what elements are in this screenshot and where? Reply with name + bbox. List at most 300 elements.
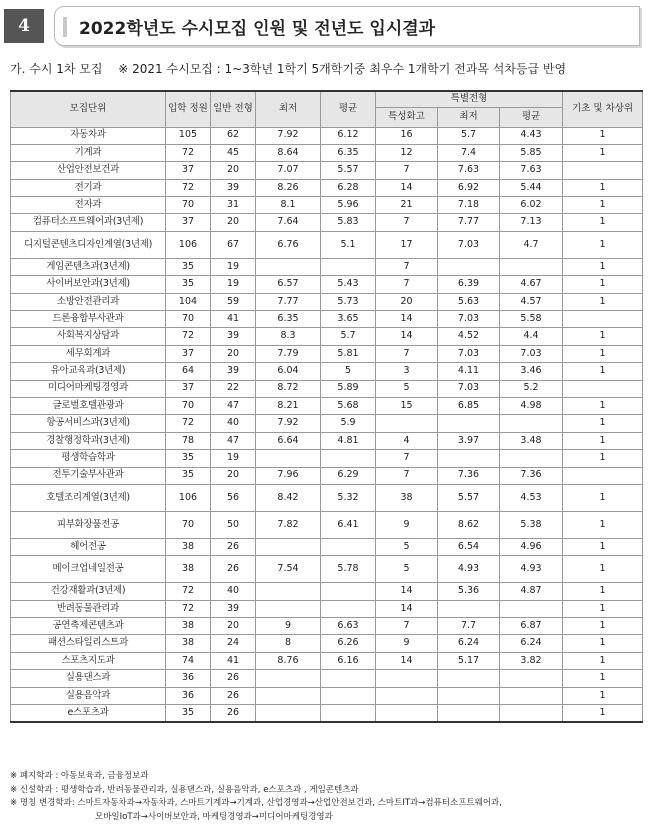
cell-basic: 1 [563,345,643,362]
table-row [11,397,643,414]
header-avg: 평균 [321,91,376,127]
cell-sg: 7 [376,450,438,467]
cell-smin: 7.03 [438,380,500,397]
cell-savg: 4.67 [500,276,563,293]
cell-avg: 6.41 [321,511,376,538]
cell-dept: e스포츠과 [11,705,166,722]
cell-savg: 4.43 [500,127,563,144]
cell-sg: 17 [376,231,438,258]
table-row [11,162,643,179]
cell-dept: 사이버보안과(3년제) [11,276,166,293]
cell-savg: 7.13 [500,214,563,231]
cell-quota: 35 [166,258,211,275]
cell-quota: 105 [166,127,211,144]
cell-smin [438,600,500,617]
cell-dept: 사회복지상담과 [11,328,166,345]
cell-avg: 5.73 [321,293,376,310]
cell-sg [376,705,438,722]
table-row [11,450,643,467]
cell-sg: 7 [376,467,438,484]
table-row [11,231,643,258]
cell-basic: 1 [563,293,643,310]
cell-savg: 5.38 [500,511,563,538]
cell-savg: 3.46 [500,363,563,380]
cell-general: 20 [211,345,256,362]
cell-min [256,687,321,704]
cell-dept: 피부화장품전공 [11,511,166,538]
cell-savg: 4.93 [500,556,563,583]
header-row-1 [11,91,643,107]
cell-savg [500,258,563,275]
cell-smin: 7.18 [438,197,500,214]
cell-general: 26 [211,670,256,687]
cell-basic: 1 [563,670,643,687]
cell-sg: 7 [376,162,438,179]
cell-basic: 1 [563,144,643,161]
table-row [11,652,643,669]
cell-min: 7.64 [256,214,321,231]
cell-min: 8.21 [256,397,321,414]
cell-avg: 6.28 [321,179,376,196]
cell-savg: 5.2 [500,380,563,397]
cell-dept: 드론융합부사관과 [11,311,166,328]
cell-dept: 경찰행정학과(3년제) [11,432,166,449]
cell-general: 56 [211,484,256,511]
cell-avg: 5.32 [321,484,376,511]
header-quota: 입학 정원 [166,91,211,127]
cell-min: 8.3 [256,328,321,345]
table-row [11,583,643,600]
cell-general: 20 [211,618,256,635]
cell-sg: 14 [376,583,438,600]
table-row [11,705,643,722]
cell-savg: 4.53 [500,484,563,511]
cell-sg: 16 [376,127,438,144]
cell-dept: 컴퓨터소프트웨어과(3년제) [11,214,166,231]
cell-avg: 5.1 [321,231,376,258]
cell-sg: 14 [376,311,438,328]
cell-quota: 36 [166,687,211,704]
table-row [11,687,643,704]
cell-dept: 미디어마케팅경영과 [11,380,166,397]
table-row [11,484,643,511]
cell-general: 19 [211,258,256,275]
cell-smin: 7.4 [438,144,500,161]
table-row [11,179,643,196]
cell-avg: 5.78 [321,556,376,583]
cell-min: 8.64 [256,144,321,161]
table-row [11,276,643,293]
cell-min: 6.35 [256,311,321,328]
cell-sg: 7 [376,258,438,275]
cell-savg: 6.02 [500,197,563,214]
cell-avg: 6.35 [321,144,376,161]
cell-avg [321,705,376,722]
cell-general: 19 [211,276,256,293]
cell-quota: 72 [166,583,211,600]
cell-general: 20 [211,162,256,179]
cell-dept: 기계과 [11,144,166,161]
cell-basic [563,467,643,484]
cell-general: 47 [211,397,256,414]
cell-smin: 8.62 [438,511,500,538]
cell-basic: 1 [563,258,643,275]
cell-general: 26 [211,556,256,583]
cell-min: 8 [256,635,321,652]
cell-smin: 7.63 [438,162,500,179]
cell-min [256,583,321,600]
table-row [11,467,643,484]
table-row [11,600,643,617]
cell-savg [500,450,563,467]
cell-sg: 7 [376,345,438,362]
cell-smin: 7.03 [438,231,500,258]
cell-smin [438,687,500,704]
cell-savg: 4.7 [500,231,563,258]
cell-general: 39 [211,179,256,196]
cell-quota: 72 [166,328,211,345]
cell-sg [376,670,438,687]
table-row [11,511,643,538]
cell-min [256,705,321,722]
header-min: 최저 [256,91,321,127]
cell-sg: 7 [376,214,438,231]
cell-general: 50 [211,511,256,538]
cell-general: 26 [211,687,256,704]
table-row [11,380,643,397]
table-row [11,538,643,555]
cell-savg: 7.03 [500,345,563,362]
cell-avg: 3.65 [321,311,376,328]
cell-savg: 5.58 [500,311,563,328]
cell-smin: 7.03 [438,311,500,328]
cell-general: 39 [211,363,256,380]
cell-min: 7.79 [256,345,321,362]
header-special-avg: 평균 [500,107,563,127]
cell-quota: 72 [166,144,211,161]
cell-general: 24 [211,635,256,652]
cell-quota: 70 [166,311,211,328]
cell-savg [500,600,563,617]
cell-quota: 78 [166,432,211,449]
cell-dept: 게임콘텐츠과(3년제) [11,258,166,275]
cell-smin: 5.63 [438,293,500,310]
cell-dept: 반려동물관리과 [11,600,166,617]
cell-basic: 1 [563,618,643,635]
admission-results-table [10,90,643,723]
cell-quota: 38 [166,556,211,583]
cell-quota: 106 [166,484,211,511]
cell-savg: 4.57 [500,293,563,310]
table-row [11,127,643,144]
cell-savg: 4.87 [500,583,563,600]
cell-quota: 72 [166,179,211,196]
cell-min: 8.1 [256,197,321,214]
cell-basic: 1 [563,127,643,144]
cell-dept: 스포츠지도과 [11,652,166,669]
cell-min [256,258,321,275]
cell-basic: 1 [563,450,643,467]
cell-min [256,450,321,467]
cell-general: 47 [211,432,256,449]
cell-savg [500,415,563,432]
cell-quota: 35 [166,450,211,467]
cell-dept: 유아교육과(3년제) [11,363,166,380]
cell-quota: 38 [166,618,211,635]
cell-smin: 7.36 [438,467,500,484]
cell-general: 19 [211,450,256,467]
cell-basic: 1 [563,484,643,511]
cell-general: 31 [211,197,256,214]
cell-smin: 5.57 [438,484,500,511]
cell-general: 26 [211,538,256,555]
cell-dept: 호텔조리계열(3년제) [11,484,166,511]
cell-min: 8.42 [256,484,321,511]
cell-dept: 글로벌호텔관광과 [11,397,166,414]
cell-avg: 5.68 [321,397,376,414]
cell-quota: 36 [166,670,211,687]
cell-smin: 3.97 [438,432,500,449]
cell-avg: 5 [321,363,376,380]
cell-dept: 산업안전보건과 [11,162,166,179]
cell-min: 7.92 [256,415,321,432]
cell-quota: 72 [166,600,211,617]
cell-avg [321,258,376,275]
cell-dept: 패션스타일리스트과 [11,635,166,652]
cell-min: 7.82 [256,511,321,538]
cell-smin: 7.77 [438,214,500,231]
cell-general: 67 [211,231,256,258]
note-renamed: ※ 명칭 변경학과: 스마트자동차과→자동차과, 스마트기계과→기계과, 산업경영과→산업안전보건과, 스마트IT과→컴퓨터소프트웨어과, [10,798,502,808]
cell-quota: 37 [166,214,211,231]
table-row [11,144,643,161]
cell-general: 26 [211,705,256,722]
cell-savg: 4.96 [500,538,563,555]
cell-avg: 5.83 [321,214,376,231]
cell-avg: 5.7 [321,328,376,345]
cell-sg: 3 [376,363,438,380]
cell-smin: 4.11 [438,363,500,380]
cell-avg [321,687,376,704]
subtitle-note: ※ 2021 수시모집 : 1~3학년 1학기 5개학기중 최우수 1개학기 전과목 석차등급 반영 [118,62,567,76]
cell-savg: 5.85 [500,144,563,161]
cell-basic [563,380,643,397]
cell-basic: 1 [563,600,643,617]
cell-dept: 실용댄스과 [11,670,166,687]
cell-quota: 38 [166,538,211,555]
cell-basic: 1 [563,635,643,652]
cell-avg [321,450,376,467]
cell-smin: 6.85 [438,397,500,414]
cell-quota: 35 [166,467,211,484]
cell-savg: 7.63 [500,162,563,179]
subtitle [10,60,642,77]
cell-quota: 70 [166,511,211,538]
cell-sg: 7 [376,618,438,635]
cell-avg: 6.26 [321,635,376,652]
cell-basic: 1 [563,583,643,600]
cell-quota: 74 [166,652,211,669]
cell-general: 59 [211,293,256,310]
cell-min [256,600,321,617]
cell-smin: 7.7 [438,618,500,635]
table-row [11,432,643,449]
cell-smin [438,450,500,467]
cell-avg: 4.81 [321,432,376,449]
cell-smin: 6.54 [438,538,500,555]
cell-basic [563,311,643,328]
cell-sg: 9 [376,635,438,652]
header-general: 일반 전형 [211,91,256,127]
cell-dept: 전자과 [11,197,166,214]
cell-general: 62 [211,127,256,144]
cell-dept: 메이크업네일전공 [11,556,166,583]
cell-quota: 38 [166,635,211,652]
table-row [11,363,643,380]
cell-min: 7.77 [256,293,321,310]
cell-sg [376,415,438,432]
cell-avg: 6.12 [321,127,376,144]
cell-min: 9 [256,618,321,635]
cell-dept: 공연축제콘텐츠과 [11,618,166,635]
cell-sg: 5 [376,380,438,397]
cell-basic: 1 [563,179,643,196]
cell-general: 39 [211,328,256,345]
cell-dept: 소방안전관리과 [11,293,166,310]
cell-avg: 5.96 [321,197,376,214]
cell-savg: 5.44 [500,179,563,196]
cell-min: 7.54 [256,556,321,583]
cell-smin: 5.17 [438,652,500,669]
cell-smin [438,415,500,432]
cell-dept: 세무회계과 [11,345,166,362]
cell-general: 20 [211,214,256,231]
cell-basic [563,162,643,179]
cell-min: 6.64 [256,432,321,449]
cell-savg [500,687,563,704]
cell-quota: 37 [166,380,211,397]
cell-min: 6.04 [256,363,321,380]
cell-avg: 5.43 [321,276,376,293]
cell-basic: 1 [563,276,643,293]
cell-sg: 4 [376,432,438,449]
cell-dept: 항공서비스과(3년제) [11,415,166,432]
cell-quota: 106 [166,231,211,258]
cell-basic: 1 [563,432,643,449]
cell-quota: 64 [166,363,211,380]
section-number: 4 [4,9,44,43]
note-new: ※ 신설학과 : 평생학습과, 반려동물관리과, 실용댄스과, 실용음악과, e스포츠과 , 게임콘텐츠과 [10,784,359,795]
cell-basic: 1 [563,197,643,214]
cell-basic: 1 [563,415,643,432]
cell-avg [321,583,376,600]
cell-savg [500,670,563,687]
cell-min: 7.96 [256,467,321,484]
table-row [11,618,643,635]
cell-avg: 5.9 [321,415,376,432]
cell-savg: 4.4 [500,328,563,345]
cell-smin [438,258,500,275]
section-title-box [54,6,640,46]
cell-sg: 14 [376,179,438,196]
header-dept: 모집단위 [11,91,166,127]
cell-min: 7.07 [256,162,321,179]
cell-smin: 5.7 [438,127,500,144]
cell-smin: 4.52 [438,328,500,345]
cell-avg: 6.63 [321,618,376,635]
table-body [11,127,643,722]
header-basic: 기초 및 차상위 [563,91,643,127]
cell-basic: 1 [563,214,643,231]
cell-general: 20 [211,467,256,484]
cell-min: 6.76 [256,231,321,258]
cell-avg: 5.57 [321,162,376,179]
cell-sg: 38 [376,484,438,511]
table-row [11,635,643,652]
cell-basic: 1 [563,231,643,258]
cell-avg: 6.16 [321,652,376,669]
cell-min [256,670,321,687]
table-row [11,670,643,687]
cell-savg: 4.98 [500,397,563,414]
table-row [11,345,643,362]
table-row [11,415,643,432]
cell-min: 8.76 [256,652,321,669]
cell-smin: 7.03 [438,345,500,362]
cell-savg: 6.24 [500,635,563,652]
table-row [11,293,643,310]
title-accent-bar [63,17,67,37]
cell-general: 41 [211,652,256,669]
cell-avg: 6.29 [321,467,376,484]
cell-sg: 21 [376,197,438,214]
cell-quota: 37 [166,345,211,362]
cell-min: 8.72 [256,380,321,397]
cell-savg: 3.82 [500,652,563,669]
cell-sg: 14 [376,652,438,669]
cell-min: 6.57 [256,276,321,293]
cell-savg: 6.87 [500,618,563,635]
cell-savg: 3.48 [500,432,563,449]
cell-dept: 헤어전공 [11,538,166,555]
cell-avg: 5.89 [321,380,376,397]
cell-smin: 6.39 [438,276,500,293]
cell-basic: 1 [563,397,643,414]
cell-smin [438,705,500,722]
cell-sg: 14 [376,328,438,345]
cell-avg [321,600,376,617]
cell-smin: 5.36 [438,583,500,600]
cell-sg: 7 [376,276,438,293]
table-row [11,556,643,583]
subtitle-label: 가. 수시 1차 모집 [10,62,103,76]
cell-basic: 1 [563,705,643,722]
cell-sg: 15 [376,397,438,414]
cell-dept: 실용음악과 [11,687,166,704]
cell-general: 40 [211,415,256,432]
cell-dept: 자동차과 [11,127,166,144]
cell-avg [321,670,376,687]
cell-avg [321,538,376,555]
cell-dept: 건강재활과(3년제) [11,583,166,600]
cell-quota: 35 [166,276,211,293]
table-row [11,197,643,214]
note-renamed-cont: 모바일IoT과→사이버보안과, 마케팅경영과→미디어마케팅경영과 [95,811,333,822]
header-special: 특별전형 [376,91,563,107]
cell-savg: 7.36 [500,467,563,484]
cell-general: 22 [211,380,256,397]
cell-smin: 6.24 [438,635,500,652]
